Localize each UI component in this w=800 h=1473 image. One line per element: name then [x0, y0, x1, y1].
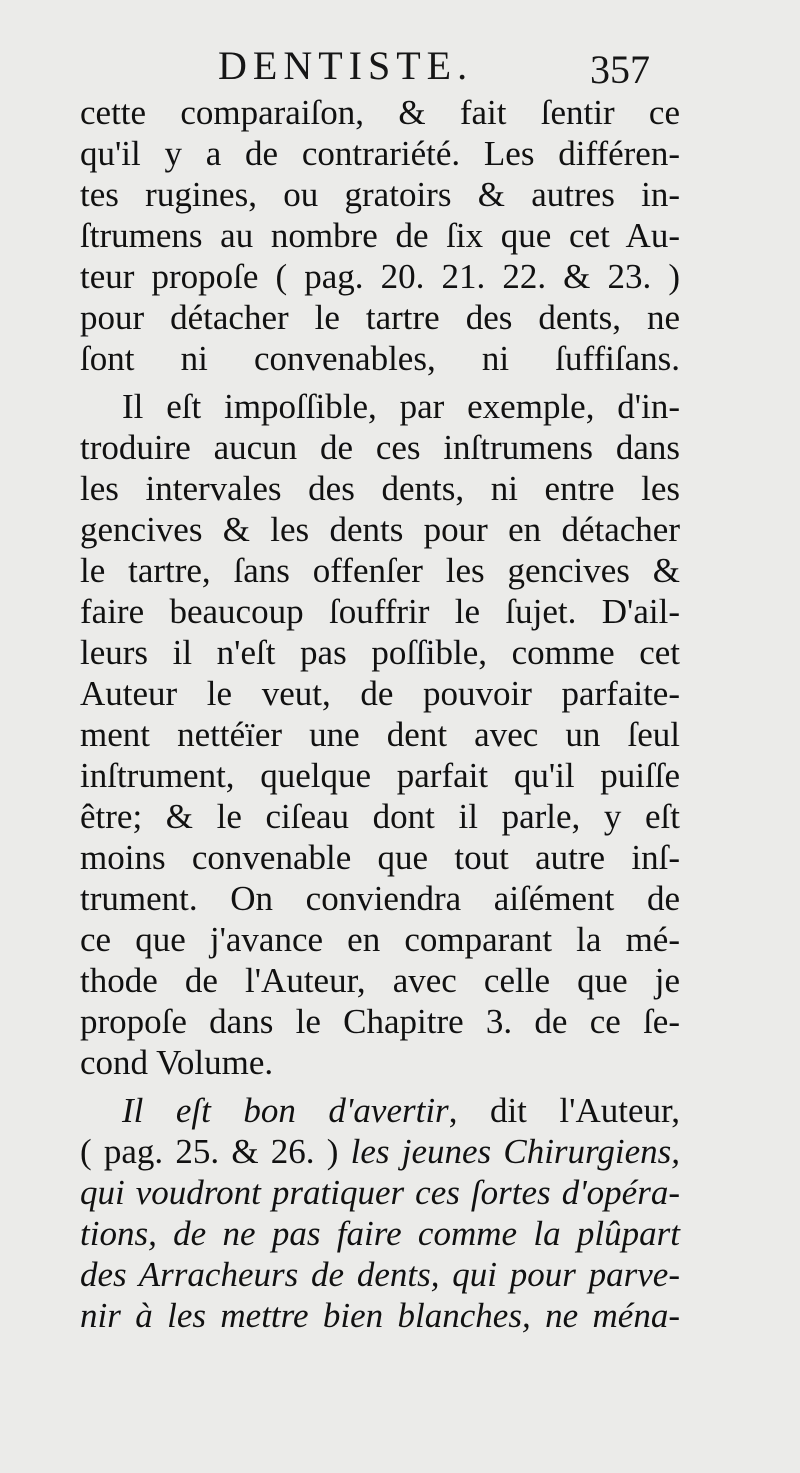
- text-line: moins convenable que tout autre inſ-: [80, 838, 680, 877]
- text-line: le tartre, ſans offenſer les gencives &: [80, 551, 680, 590]
- text-line: être; & le ciſeau dont il parle, y eſt: [80, 797, 680, 836]
- italic-text: Il eſt bon d'avertir: [122, 1091, 449, 1130]
- text-line: qu'il y a de contrariété. Les différen-: [80, 134, 680, 173]
- text-line: nir à les mettre bien blanches, ne ména-: [80, 1296, 680, 1335]
- body-text: [80, 92, 680, 1336]
- paragraph-2: [80, 386, 680, 1083]
- text-line: leurs il n'eſt pas poſſible, comme cet: [80, 633, 680, 672]
- text-line: trument. On conviendra aiſément de: [80, 879, 680, 918]
- text-line: ſont ni convenables, ni ſuffiſans.: [80, 339, 680, 378]
- text-line: cond Volume.: [80, 1043, 274, 1082]
- text-line: [80, 1090, 680, 1131]
- page-header: [0, 40, 800, 90]
- text-line: Il eſt impoſſible, par exemple, d'in-: [122, 387, 680, 426]
- text-line: les intervales des dents, ni entre les: [80, 469, 680, 508]
- text-line: ment nettéïer une dent avec un ſeul: [80, 715, 680, 754]
- page-number: 357: [590, 47, 650, 92]
- text-line: ſtrumens au nombre de ſix que cet Au-: [80, 216, 680, 255]
- text-line: ce que j'avance en comparant la mé-: [80, 920, 680, 959]
- text-line: thode de l'Auteur, avec celle que je: [80, 961, 680, 1000]
- paragraph-1: [80, 92, 680, 379]
- text-line: tes rugines, ou gratoirs & autres in-: [80, 175, 680, 214]
- text-line: [80, 1131, 680, 1172]
- text-line: propoſe dans le Chapitre 3. de ce ſe-: [80, 1002, 680, 1041]
- italic-text: les jeunes Chirurgiens,: [350, 1132, 680, 1171]
- text-line: troduire aucun de ces inſtrumens dans: [80, 428, 680, 467]
- roman-text: , dit l'Auteur,: [448, 1091, 680, 1130]
- text-line: inſtrument, quelque parfait qu'il puiſſe: [80, 756, 680, 795]
- roman-text: ( pag. 25. & 26. ): [80, 1132, 339, 1171]
- text-line: pour détacher le tartre des dents, ne: [80, 298, 680, 337]
- text-line: gencives & les dents pour en détacher: [80, 510, 680, 549]
- text-line: qui voudront pratiquer ces ſortes d'opéra-: [80, 1173, 680, 1212]
- text-line: cette comparaiſon, & fait ſentir ce: [80, 93, 680, 132]
- paragraph-3: [80, 1090, 680, 1336]
- text-line: teur propoſe ( pag. 20. 21. 22. & 23. ): [80, 257, 680, 296]
- text-line: des Arracheurs de dents, qui pour parve-: [80, 1255, 680, 1294]
- text-line: faire beaucoup ſouffrir le ſujet. D'ail-: [80, 592, 680, 631]
- running-head: DENTISTE.: [218, 43, 474, 88]
- text-line: tions, de ne pas faire comme la plûpart: [80, 1214, 680, 1253]
- text-line: Auteur le veut, de pouvoir parfaite-: [80, 674, 680, 713]
